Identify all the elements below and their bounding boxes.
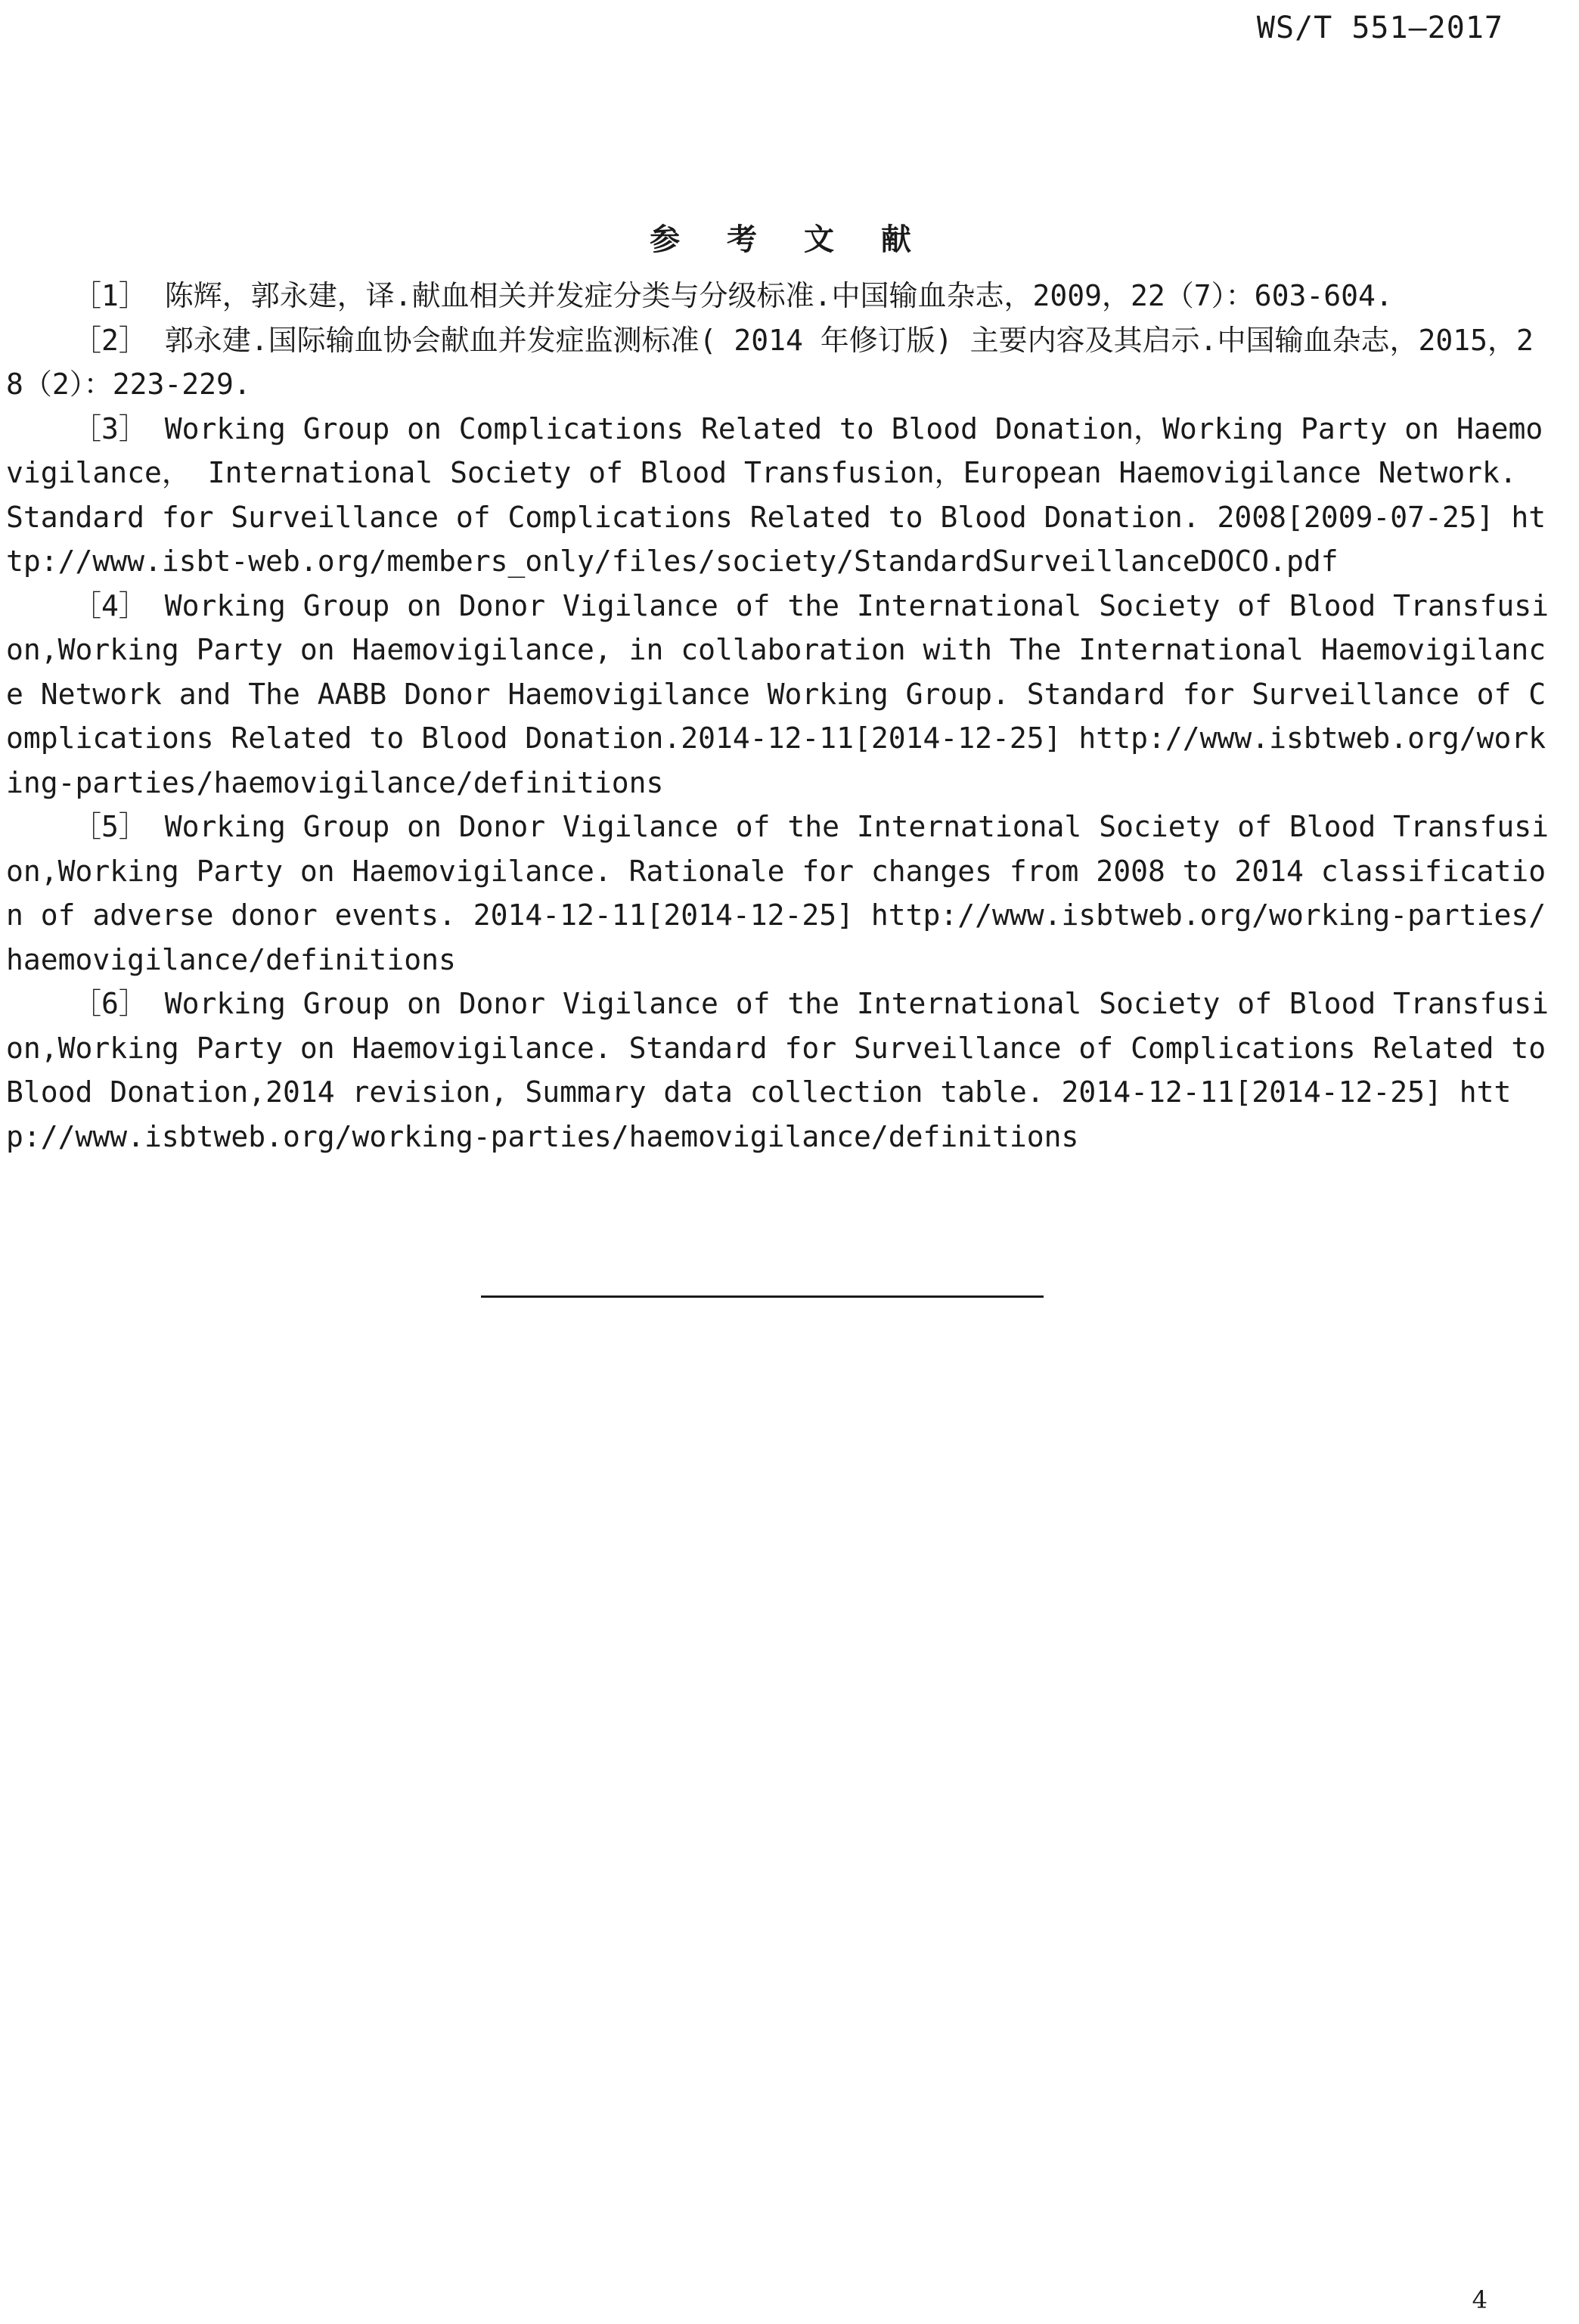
section-title: 参 考 文 献 <box>650 221 929 257</box>
reference-number: ［5］ <box>73 810 147 843</box>
reference-text: Working Group on Donor Vigilance of the International Society of Blood Transfusion,Working Party on Haemovigilance. Rationale for changes from 2008 to 2014 classification of adverse donor events. 2014-12-11[2014-12-25] http://www.isbtweb.org/working-parties/haemovigilance/definitions <box>6 810 1550 976</box>
reference-item <box>6 407 1549 584</box>
reference-text: 郭永建.国际输血协会献血并发症监测标准( 2014 年修订版) 主要内容及其启示.中国输血杂志，2015，28（2）：223-229. <box>6 323 1534 401</box>
reference-item <box>6 805 1549 982</box>
end-of-document-rule <box>481 1295 1044 1298</box>
reference-number: ［1］ <box>73 279 147 312</box>
reference-item <box>6 318 1549 407</box>
reference-text: Working Group on Donor Vigilance of the International Society of Blood Transfusion,Working Party on Haemovigilance. Standard for Surveillance of Complications Related to Blood Donation,2014 revision, Summary data collection table. 2014-12-11[2014-12-25] http://www.isbtweb.org/working-parties/haemovigilance/definitions <box>6 987 1564 1153</box>
reference-item <box>6 982 1564 1159</box>
reference-item <box>6 584 1549 805</box>
reference-list <box>6 274 1564 1159</box>
reference-number: ［4］ <box>73 588 147 622</box>
reference-number: ［2］ <box>73 323 147 357</box>
reference-text: 陈辉，郭永建，译.献血相关并发症分类与分级标准.中国输血杂志，2009，22（7）：603-604. <box>164 279 1393 312</box>
reference-text: Working Group on Complications Related to Blood Donation，Working Party on Haemovigilance， International Society of Blood Transfusion，European Haemovigilance Network. Standard for Surveillance of Complications Related to Blood Donation. 2008[2009-07-25] http://www.isbt-web.org/members_only/files/society/StandardSurveillanceDOCO.pdf <box>6 411 1546 578</box>
reference-text: Working Group on Donor Vigilance of the International Society of Blood Transfusion,Working Party on Haemovigilance, in collaboration with The International Haemovigilance Network and The AABB Donor Haemovigilance Working Group. Standard for Surveillance of Complications Related to Blood Donation.2014-12-11[2014-12-25] http://www.isbtweb.org/working-parties/haemovigilance/definitions <box>6 588 1550 799</box>
page-number: 4 <box>1472 2285 1487 2314</box>
reference-number: ［6］ <box>73 987 147 1020</box>
reference-item <box>6 274 1549 318</box>
reference-number: ［3］ <box>73 411 147 445</box>
standard-code: WS/T 551—2017 <box>1256 11 1503 45</box>
